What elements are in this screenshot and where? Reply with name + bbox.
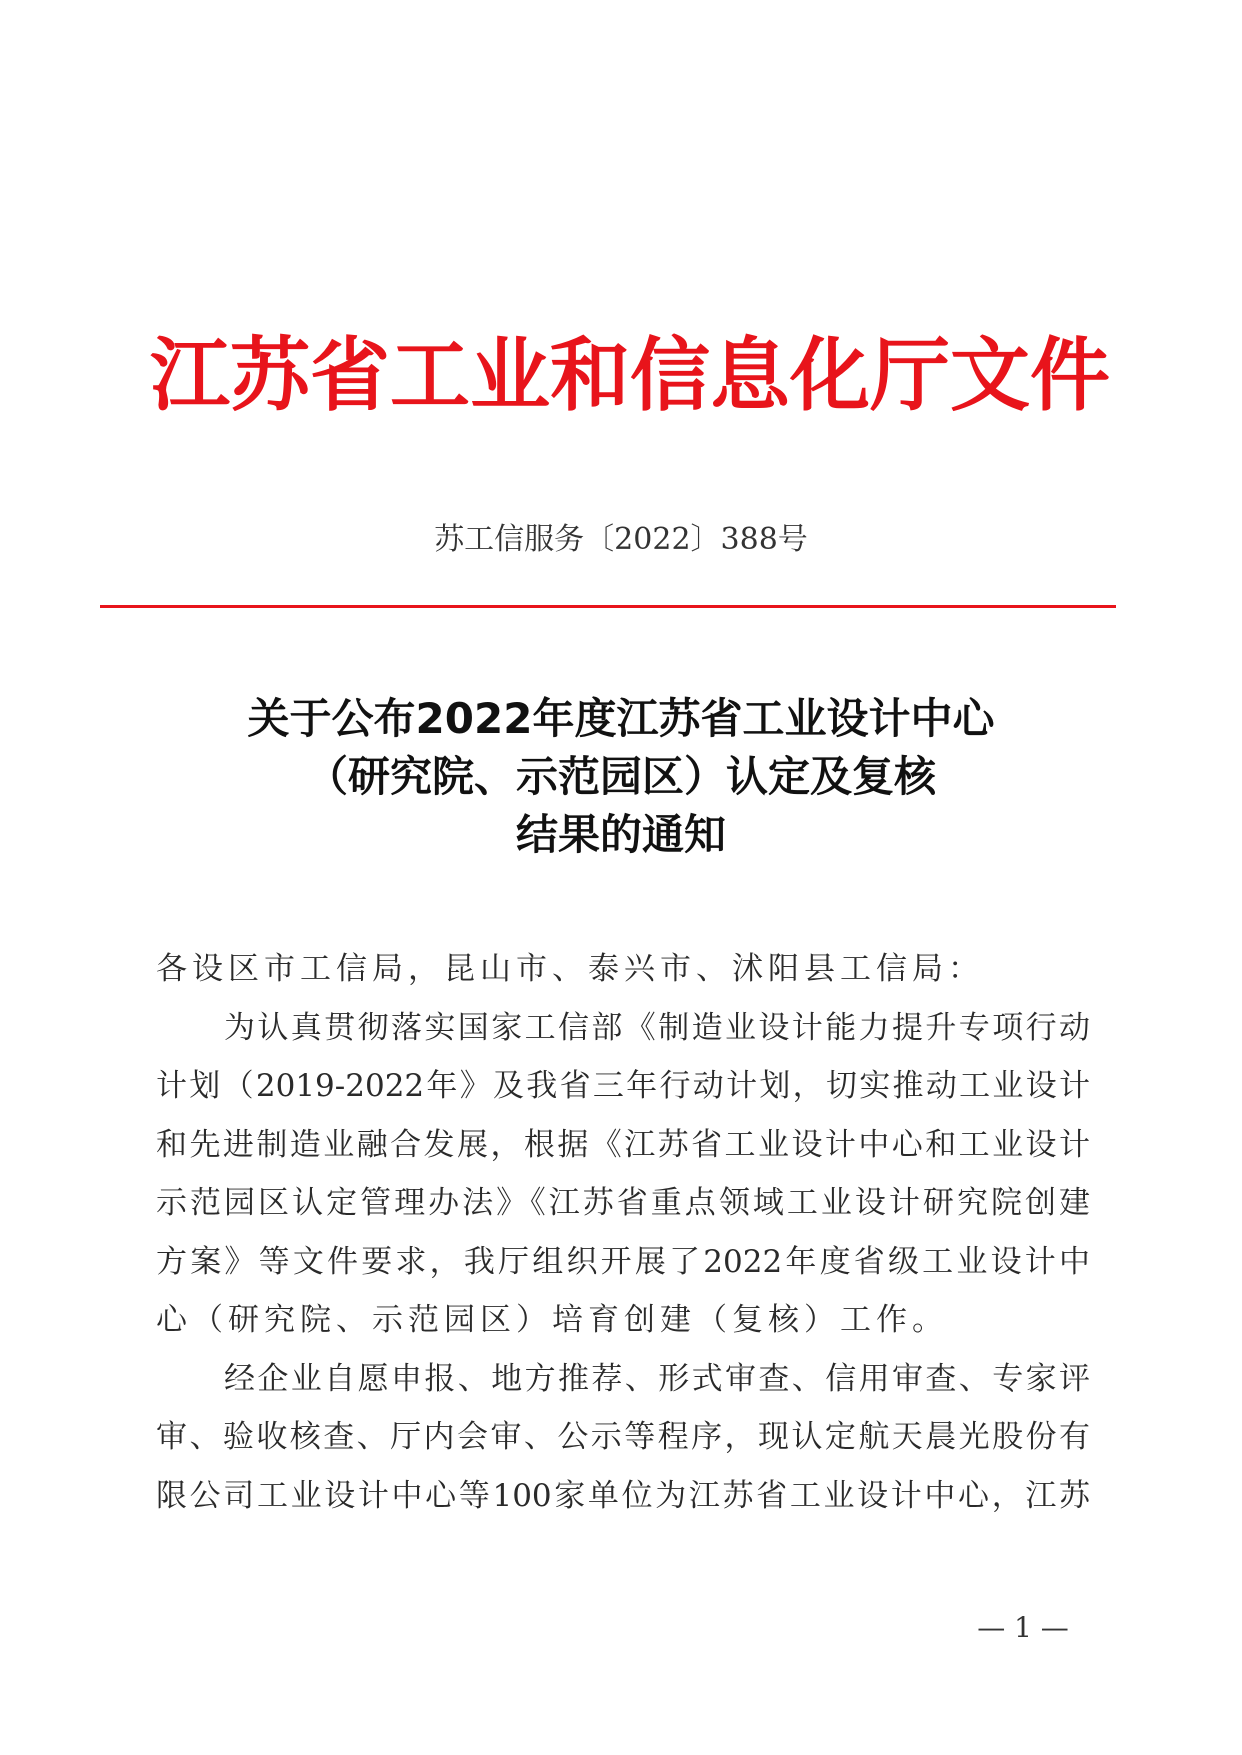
body-line: 审、验收核查、厅内会审、公示等程序，现认定航天晨光股份有: [156, 1419, 1090, 1455]
body-line: 和先进制造业融合发展，根据《江苏省工业设计中心和工业设计: [156, 1126, 1090, 1163]
body-line: 经企业自愿申报、地方推荐、形式审查、信用审查、专家评: [224, 1360, 1090, 1397]
masthead: 江苏省工业和信息化厅文件: [150, 329, 1110, 422]
body-line: 限公司工业设计中心等100家单位为江苏省工业设计中心，江苏: [156, 1477, 1090, 1514]
title-line: 结果的通知: [515, 810, 726, 859]
title-line: （研究院、示范园区）认定及复核: [305, 752, 936, 801]
body-line: 示范园区认定管理办法》《江苏省重点领域工业设计研究院创建: [156, 1185, 1090, 1221]
title-line: 关于公布2022年度江苏省工业设计中心: [247, 694, 995, 743]
body-line: 为认真贯彻落实国家工信部《制造业设计能力提升专项行动: [224, 1009, 1090, 1046]
notice-body: [156, 940, 1090, 1525]
page-number: — 1 —: [977, 1611, 1069, 1644]
body-line: 计划（2019-2022年》及我省三年行动计划，切实推动工业设计: [156, 1068, 1090, 1104]
notice-title: [0, 690, 1242, 864]
salutation-line: 各设区市工信局，昆山市、泰兴市、沭阳县工信局：: [156, 951, 984, 987]
red-divider: [100, 605, 1116, 608]
body-line: 方案》等文件要求，我厅组织开展了2022年度省级工业设计中: [156, 1243, 1090, 1280]
body-line: 心（研究院、示范园区）培育创建（复核）工作。: [156, 1302, 948, 1338]
document-number: 苏工信服务〔2022〕388号: [434, 522, 808, 557]
